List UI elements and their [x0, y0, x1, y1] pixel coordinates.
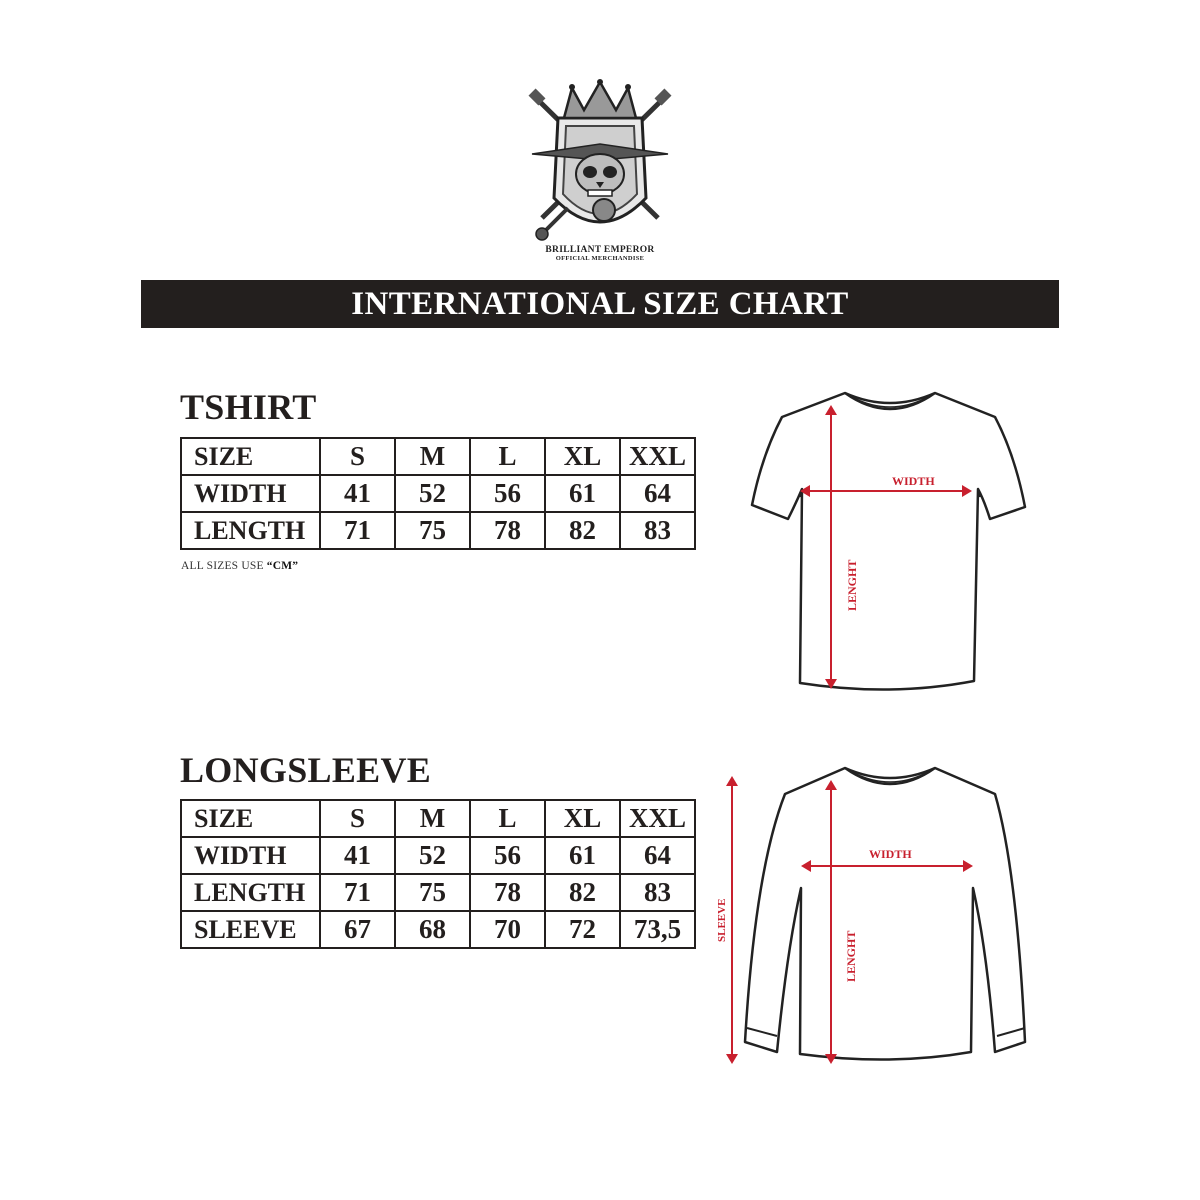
table-cell: 68 — [395, 911, 470, 948]
units-note-unit: “CM” — [266, 560, 299, 572]
table-cell: 71 — [320, 512, 395, 549]
table-cell: S — [320, 800, 395, 837]
length-label: LENGHT — [845, 559, 859, 611]
longsleeve-section-title: LONGSLEEVE — [180, 750, 432, 790]
units-note-text: ALL SIZES USE — [181, 560, 267, 572]
table-cell: SIZE — [181, 800, 320, 837]
table-header-row — [181, 800, 695, 837]
table-cell: 83 — [620, 512, 695, 549]
tshirt-outline-icon — [740, 385, 1040, 695]
brand-tagline: OFFICIAL MERCHANDISE — [555, 255, 645, 262]
table-cell: 78 — [470, 874, 545, 911]
table-cell: M — [395, 800, 470, 837]
table-cell: 61 — [545, 475, 620, 512]
tshirt-diagram — [740, 385, 1040, 695]
table-cell: SLEEVE — [181, 911, 320, 948]
table-row — [181, 512, 695, 549]
longsleeve-size-table — [180, 799, 696, 949]
table-cell: 73,5 — [620, 911, 695, 948]
longsleeve-outline-icon — [705, 760, 1035, 1070]
table-row — [181, 874, 695, 911]
width-label: WIDTH — [869, 847, 912, 861]
tshirt-section-title: TSHIRT — [180, 387, 317, 427]
table-cell: 82 — [545, 512, 620, 549]
page-title: INTERNATIONAL SIZE CHART — [141, 280, 1059, 328]
table-cell: 41 — [320, 837, 395, 874]
table-cell: LENGTH — [181, 874, 320, 911]
table-cell: 64 — [620, 837, 695, 874]
table-cell: WIDTH — [181, 837, 320, 874]
table-cell: 52 — [395, 837, 470, 874]
table-cell: M — [395, 438, 470, 475]
table-cell: 52 — [395, 475, 470, 512]
table-cell: 83 — [620, 874, 695, 911]
table-cell: 56 — [470, 475, 545, 512]
table-cell: XXL — [620, 438, 695, 475]
brand-logo — [528, 78, 672, 272]
table-row — [181, 911, 695, 948]
table-cell: 71 — [320, 874, 395, 911]
table-cell: 61 — [545, 837, 620, 874]
units-note — [181, 560, 298, 572]
table-cell: 72 — [545, 911, 620, 948]
table-cell: L — [470, 800, 545, 837]
brand-name — [520, 245, 680, 263]
length-label: LENGHT — [844, 930, 858, 982]
crown-skull-emblem-icon — [528, 78, 672, 248]
table-header-row — [181, 438, 695, 475]
table-cell: 75 — [395, 874, 470, 911]
sleeve-label: SLEEVE — [716, 898, 728, 942]
table-cell: WIDTH — [181, 475, 320, 512]
table-cell: 56 — [470, 837, 545, 874]
table-cell: XL — [545, 800, 620, 837]
table-cell: SIZE — [181, 438, 320, 475]
table-cell: 78 — [470, 512, 545, 549]
table-cell: 70 — [470, 911, 545, 948]
table-row — [181, 837, 695, 874]
width-label: WIDTH — [892, 474, 935, 488]
table-cell: 67 — [320, 911, 395, 948]
table-cell: LENGTH — [181, 512, 320, 549]
table-cell: 82 — [545, 874, 620, 911]
table-cell: 64 — [620, 475, 695, 512]
tshirt-size-table — [180, 437, 696, 550]
longsleeve-diagram — [705, 760, 1035, 1070]
table-cell: L — [470, 438, 545, 475]
brand-title: BRILLIANT EMPEROR — [545, 245, 655, 255]
table-cell: 75 — [395, 512, 470, 549]
table-row — [181, 475, 695, 512]
table-cell: XXL — [620, 800, 695, 837]
table-cell: S — [320, 438, 395, 475]
table-cell: 41 — [320, 475, 395, 512]
table-cell: XL — [545, 438, 620, 475]
